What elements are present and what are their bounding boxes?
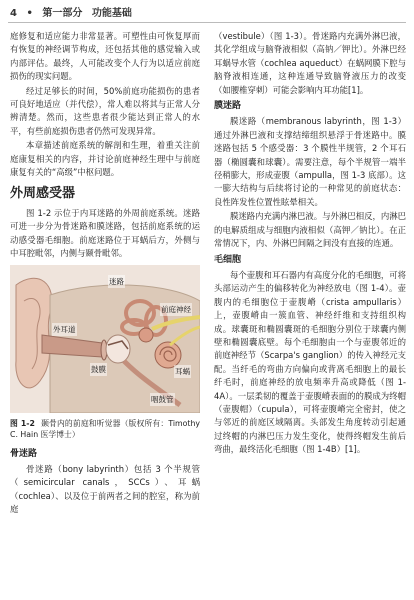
- figure-caption: [10, 418, 200, 440]
- label-vestibular-nerve: 前庭神经: [160, 303, 192, 316]
- label-eardrum: 鼓膜: [90, 363, 107, 376]
- paragraph: 经过足够长的时间，50%前庭功能损伤的患者可良好地适应（并代偿），常人难以将其与正常人分辨清楚。然而，这些患者很少能达到正常人的水平，有些前庭损伤患者仍然可发现异常。: [10, 85, 200, 136]
- section-title: 外周感受器: [10, 186, 76, 202]
- label-cochlea: 耳蜗: [174, 365, 191, 378]
- ear-anatomy-figure: [10, 265, 200, 413]
- paragraph: 每个壶腹和耳石器内有高度分化的毛细胞，可将头部运动产生的偏移转化为神经放电（图 1-4）。壶腹内的毛细胞位于壶腹嵴（crista ampullaris）上，壶腹嵴由一簇血管、神经纤维和支持组织构成。球囊斑和椭圆囊斑的毛细胞分别位于球囊内侧壁和椭圆囊底壁。每个毛细胞由一个与壶腹邻近的前庭神经节（Scarpa's ganglion）的传入神经元支配。当纤毛的弯曲方向偏向或背离毛细胞上的最长纤毛时，前庭神经的放电频率升高或降低（图 1-4A）。一层柔韧的覆盖于壶腹嵴表面的的膜成为终帽（壶腹帽）（cupula），可将壶腹嵴完全密封，使之与邻近的前庭区域隔离。头部发生角度转动引起通过终帽的内淋巴压力发生变化，使得终帽发生前后弯曲，最终活化毛细胞（图 1-4B）[1]。: [214, 269, 406, 455]
- left-column: [10, 30, 200, 518]
- caption-number: 图 1-2: [10, 418, 35, 428]
- page-number: 4: [10, 8, 17, 19]
- paragraph: 膜迷路（membranous labyrinth，图 1-3）通过外淋巴液和支撑结缔组织悬浮于骨迷路中。膜迷路包括 5 个感受器：3 个膜性半规管，2 个耳石器（椭圆囊和球囊）。需要注意，每个半规管一端半径稍膨大，形成壶腹（ampulla，图 1-3 底部）。这一膨大结构与后续将讨论的一种常见的前庭状态：良性阵发性位置性眩晕相关。: [214, 116, 406, 207]
- subhead-membranous-labyrinth: 膜迷路: [214, 101, 242, 112]
- part-title: 功能基础: [91, 8, 132, 19]
- paragraph: （vestibule）（图 1-3）。骨迷路内充满外淋巴液，其化学组成与脑脊液相似（高钠／钾比）。外淋巴经耳蜗导水管（cochlea aqueduct）在蜗网膜下腔与脑脊液相连通，这种连通导致脑脊液压力的改变（如腰椎穿刺）可能会影响内耳功能[1]。: [214, 31, 406, 95]
- label-eustachian-tube: 咽鼓管: [150, 393, 175, 406]
- running-header: [10, 4, 138, 22]
- bullet: •: [26, 8, 33, 19]
- paragraph: 膜迷路内充满内淋巴液。与外淋巴相反，内淋巴的电解质组成与细胞内液相似（高钾／钠比）。在正常情况下，内、外淋巴间隔之间没有直接的连通。: [214, 211, 406, 249]
- subhead-hair-cells: 毛细胞: [214, 254, 242, 265]
- label-labyrinth: 迷路: [108, 275, 125, 288]
- paragraph: 骨迷路（bony labyrinth）包括 3 个半规管（semicircular canals，SCCs）、耳蜗（cochlea）、以及位于前两者之间的腔室，称为前庭: [10, 463, 200, 515]
- caption-text: 颞骨内的前庭和听觉器（版权所有：Timothy C. Hain 医学博士）: [10, 418, 200, 439]
- label-external-canal: 外耳道: [52, 323, 77, 336]
- subhead-bony-labyrinth: 骨迷路: [10, 448, 38, 459]
- header-rule: [8, 22, 406, 23]
- part-label: 第一部分: [42, 8, 83, 19]
- paragraph: 庭修复和适应能力非常显著。可塑性由可恢复厚而有恢复的神经调节构成，还包括其他的感觉输入或内部评估。最终，人可能改变个人行为以适应前庭损伤的现实问题。: [10, 31, 200, 82]
- paragraph: 本章描述前庭系统的解剖和生理，着重关注前庭康复相关的内容，并讨论前庭神经生理中与前庭康复有关的“高级”中枢问题。: [10, 140, 200, 178]
- right-column: [214, 30, 406, 458]
- paragraph: 图 1-2 示位于内耳迷路的外周前庭系统。迷路可进一步分为骨迷路和膜迷路，包括前庭系统的运动感受器毛细胞。前庭迷路位于耳蜗后方，外侧与中耳腔毗邻，内侧与颞骨毗邻。: [10, 207, 200, 259]
- ear-illustration: [10, 265, 200, 413]
